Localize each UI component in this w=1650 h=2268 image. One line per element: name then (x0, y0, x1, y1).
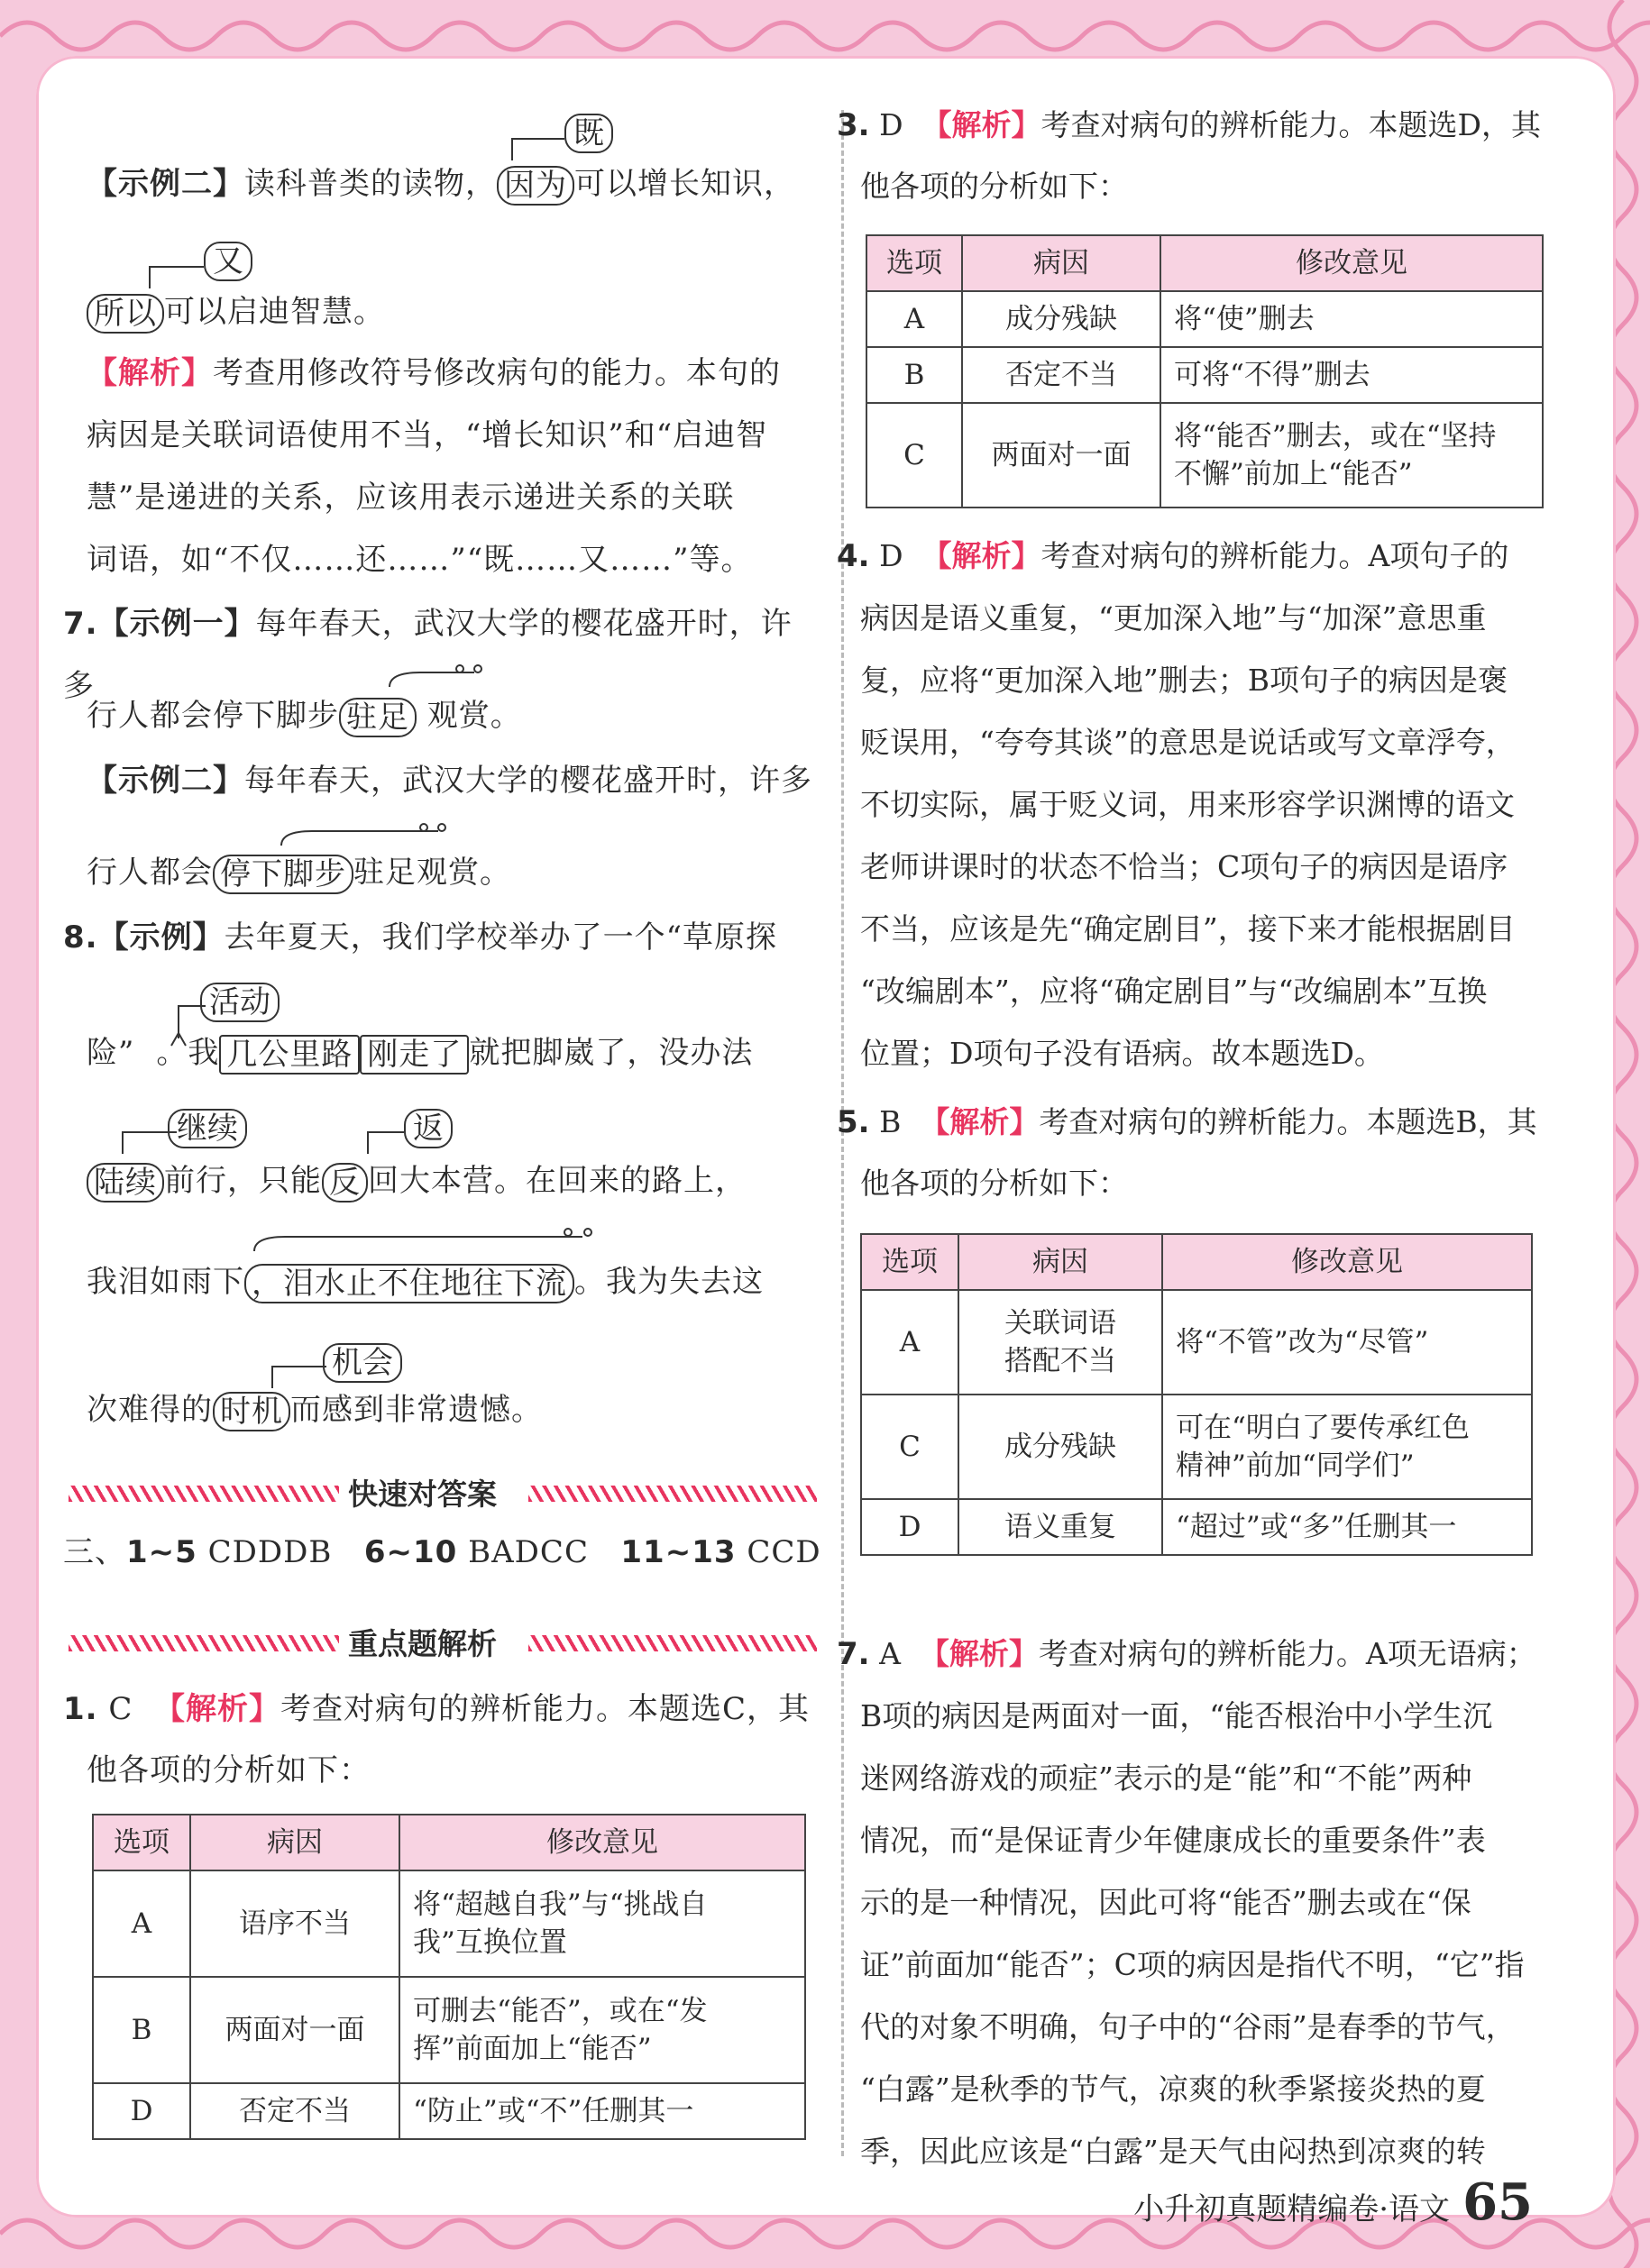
answer-3-line1: 3. D 【解析】考查对病句的辨析能力。本题选D，其 (837, 107, 1541, 143)
insert-word: 活动 (200, 983, 280, 1022)
answer-3-line2: 他各项的分析如下： (860, 169, 1128, 204)
book-title: 小升初真题精编卷·语文 (1133, 2191, 1451, 2227)
cell-fix: 将“使”删去 (1160, 291, 1543, 347)
insert-word: 机会 (323, 1343, 402, 1383)
table-header (93, 1815, 805, 1870)
insert-word: 又 (204, 242, 252, 281)
analysis-6-line2: 病因是关联词语使用不当，“增长知识”和“启迪智 (87, 417, 768, 453)
cell-cause: 语义重复 (958, 1499, 1162, 1555)
answer-7-line6: 证”前面加“能否”；C项的病因是指代不明，“它”指 (860, 1947, 1525, 1982)
cell-option: A (866, 291, 962, 347)
col-option: 选项 (861, 1234, 958, 1290)
insert-word: 既 (564, 114, 613, 153)
col-cause: 病因 (190, 1815, 399, 1870)
example2-line1: 【示例二】读科普类的读物， 因为 可以增长知识， (87, 166, 795, 204)
answer-4-line5: 不切实际，属于贬义词，用来形容学识渊博的语文 (860, 787, 1515, 822)
col-cause: 病因 (962, 235, 1160, 291)
cell-option: C (861, 1395, 958, 1499)
answer-4-line1: 4. D 【解析】考查对病句的辨析能力。A项句子的 (837, 538, 1509, 574)
cell-cause: 关联词语 搭配不当 (958, 1290, 1162, 1395)
analysis-6-line1: 【解析】考查用修改符号修改病句的能力。本句的 (87, 355, 781, 391)
analysis-6-line4: 词语，如“不仅……还……”“既……又……”等。 (87, 542, 753, 578)
answer-7-line5: 示的是一种情况，因此可将“能否”删去或在“保 (860, 1885, 1471, 1920)
cell-cause: 两面对一面 (190, 1977, 399, 2083)
q7-line1: 7.【示例一】每年春天，武汉大学的樱花盛开时，许多 (63, 606, 793, 704)
cell-fix: 可在“明白了要传承红色 精神”前加“同学们” (1162, 1395, 1532, 1499)
answer-5-line2: 他各项的分析如下： (860, 1166, 1128, 1201)
q8-line4: 我泪如雨下 ，泪水止不住地往下流 。我为失去这 (87, 1264, 764, 1302)
answer-7-line8: “白露”是秋季的节气，凉爽的秋季紧接炎热的夏 (860, 2071, 1486, 2107)
answer-1-line2: 他各项的分析如下： (87, 1752, 371, 1788)
table-row (866, 347, 1543, 403)
cell-cause: 否定不当 (962, 347, 1160, 403)
section-quick-answers: 快速对答案 (87, 1475, 821, 1514)
answer-7-line1: 7. A 【解析】考查对病句的辨析能力。A项无语病； (837, 1636, 1536, 1672)
cell-option: B (866, 347, 962, 403)
answer-4-line3: 复，应将“更加深入地”删去；B项句子的病因是褒 (860, 663, 1508, 698)
answer-7-line7: 代的对象不明确，句子中的“谷雨”是春季的节气， (860, 2009, 1516, 2044)
table-row (861, 1395, 1532, 1499)
cell-cause: 语序不当 (190, 1870, 399, 1977)
answer-4-line2: 病因是语义重复，“更加深入地”与“加深”意思重 (860, 600, 1487, 636)
cell-option: D (861, 1499, 958, 1555)
q8-line5: 次难得的 时机 而感到非常遗憾。 (87, 1392, 543, 1430)
cell-fix: 可删去“能否”，或在“发 挥”前面加上“能否” (399, 1977, 805, 2083)
cell-fix: 将“能否”删去，或在“坚持 不懈”前加上“能否” (1160, 403, 1543, 508)
cell-cause: 否定不当 (190, 2083, 399, 2139)
answer-4-line6: 老师讲课时的状态不恰当；C项句子的病因是语序 (860, 849, 1508, 884)
q7-line4: 行人都会 停下脚步 驻足观赏。 (87, 855, 511, 892)
answer-1-line1: 1. C 【解析】考查对病句的辨析能力。本题选C，其 (63, 1691, 811, 1727)
answer-7-line2: B项的病因是两面对一面，“能否根治中小学生沉 (860, 1698, 1493, 1733)
col-cause: 病因 (958, 1234, 1162, 1290)
page-footer (1133, 2172, 1533, 2232)
insert-word: 返 (404, 1109, 453, 1148)
answer-4-line8: “改编剧本”，应将“确定剧目”与“改编剧本”互换 (860, 974, 1488, 1009)
cell-option: C (866, 403, 962, 508)
table-row (861, 1290, 1532, 1395)
table-row (93, 1870, 805, 1977)
table-header (861, 1234, 1532, 1290)
quick-answers: 三、1~5 CDDDB 6~10 BADCC 11~13 CCD (63, 1534, 821, 1570)
cell-cause: 两面对一面 (962, 403, 1160, 508)
cell-option: D (93, 2083, 190, 2139)
cell-option: B (93, 1977, 190, 2083)
answer-5-line1: 5. B 【解析】考查对病句的辨析能力。本题选B，其 (837, 1104, 1537, 1140)
table-row (866, 403, 1543, 508)
col-fix: 修改意见 (1160, 235, 1543, 291)
cell-option: A (861, 1290, 958, 1395)
cell-cause: 成分残缺 (958, 1395, 1162, 1499)
col-option: 选项 (93, 1815, 190, 1870)
answer-4-line4: 贬误用，“夸夸其谈”的意思是说话或写文章浮夸， (860, 725, 1516, 760)
example2-line2: 所以 可以启迪智慧。 (87, 281, 385, 343)
cell-fix: “防止”或“不”任删其一 (399, 2083, 805, 2139)
table-row (861, 1499, 1532, 1555)
q8-line2: 险” 。我 几公里路 刚走了 就把脚崴了，没办法 (87, 1035, 754, 1073)
answer-7-line3: 迷网络游戏的顽症”表示的是“能”和“不能”两种 (860, 1760, 1472, 1796)
table-answer-5 (860, 1233, 1533, 1556)
table-answer-1 (92, 1814, 806, 2140)
table-row (93, 2083, 805, 2139)
page-sheet (36, 56, 1616, 2218)
col-fix: 修改意见 (1162, 1234, 1532, 1290)
answer-4-line7: 不当，应该是先“确定剧目”，接下来才能根据剧目 (860, 911, 1516, 947)
table-header (866, 235, 1543, 291)
cell-cause: 成分残缺 (962, 291, 1160, 347)
q8-line3: 陆续 前行，只能 反 回大本营。在回来的路上， (87, 1150, 747, 1212)
section-key-analysis: 重点题解析 (87, 1624, 821, 1664)
cell-fix: 将“超越自我”与“挑战自 我”互换位置 (399, 1870, 805, 1977)
answer-7-line4: 情况，而“是保证青少年健康成长的重要条件”表 (860, 1823, 1486, 1858)
cell-fix: “超过”或“多”任删其一 (1162, 1499, 1532, 1555)
insert-word: 继续 (168, 1109, 247, 1148)
table-row (866, 291, 1543, 347)
table-answer-3 (866, 234, 1544, 508)
analysis-6-line3: 慧”是递进的关系，应该用表示递进关系的关联 (87, 480, 735, 516)
table-row (93, 1977, 805, 2083)
col-fix: 修改意见 (399, 1815, 805, 1870)
page-number: 65 (1462, 2172, 1533, 2232)
answer-4-line9: 位置；D项句子没有语病。故本题选D。 (860, 1036, 1384, 1071)
q7-line2: 行人都会停下脚步 驻足 观赏。 (87, 698, 522, 736)
q8-line1: 8.【示例】去年夏天，我们学校举办了一个“草原探 (63, 919, 777, 956)
col-option: 选项 (866, 235, 962, 291)
cell-fix: 可将“不得”删去 (1160, 347, 1543, 403)
cell-option: A (93, 1870, 190, 1977)
cell-fix: 将“不管”改为“尽管” (1162, 1290, 1532, 1395)
answer-7-line9: 季，因此应该是“白露”是天气由闷热到凉爽的转 (860, 2134, 1486, 2169)
q7-line3: 【示例二】每年春天，武汉大学的樱花盛开时，许多 (87, 763, 812, 799)
